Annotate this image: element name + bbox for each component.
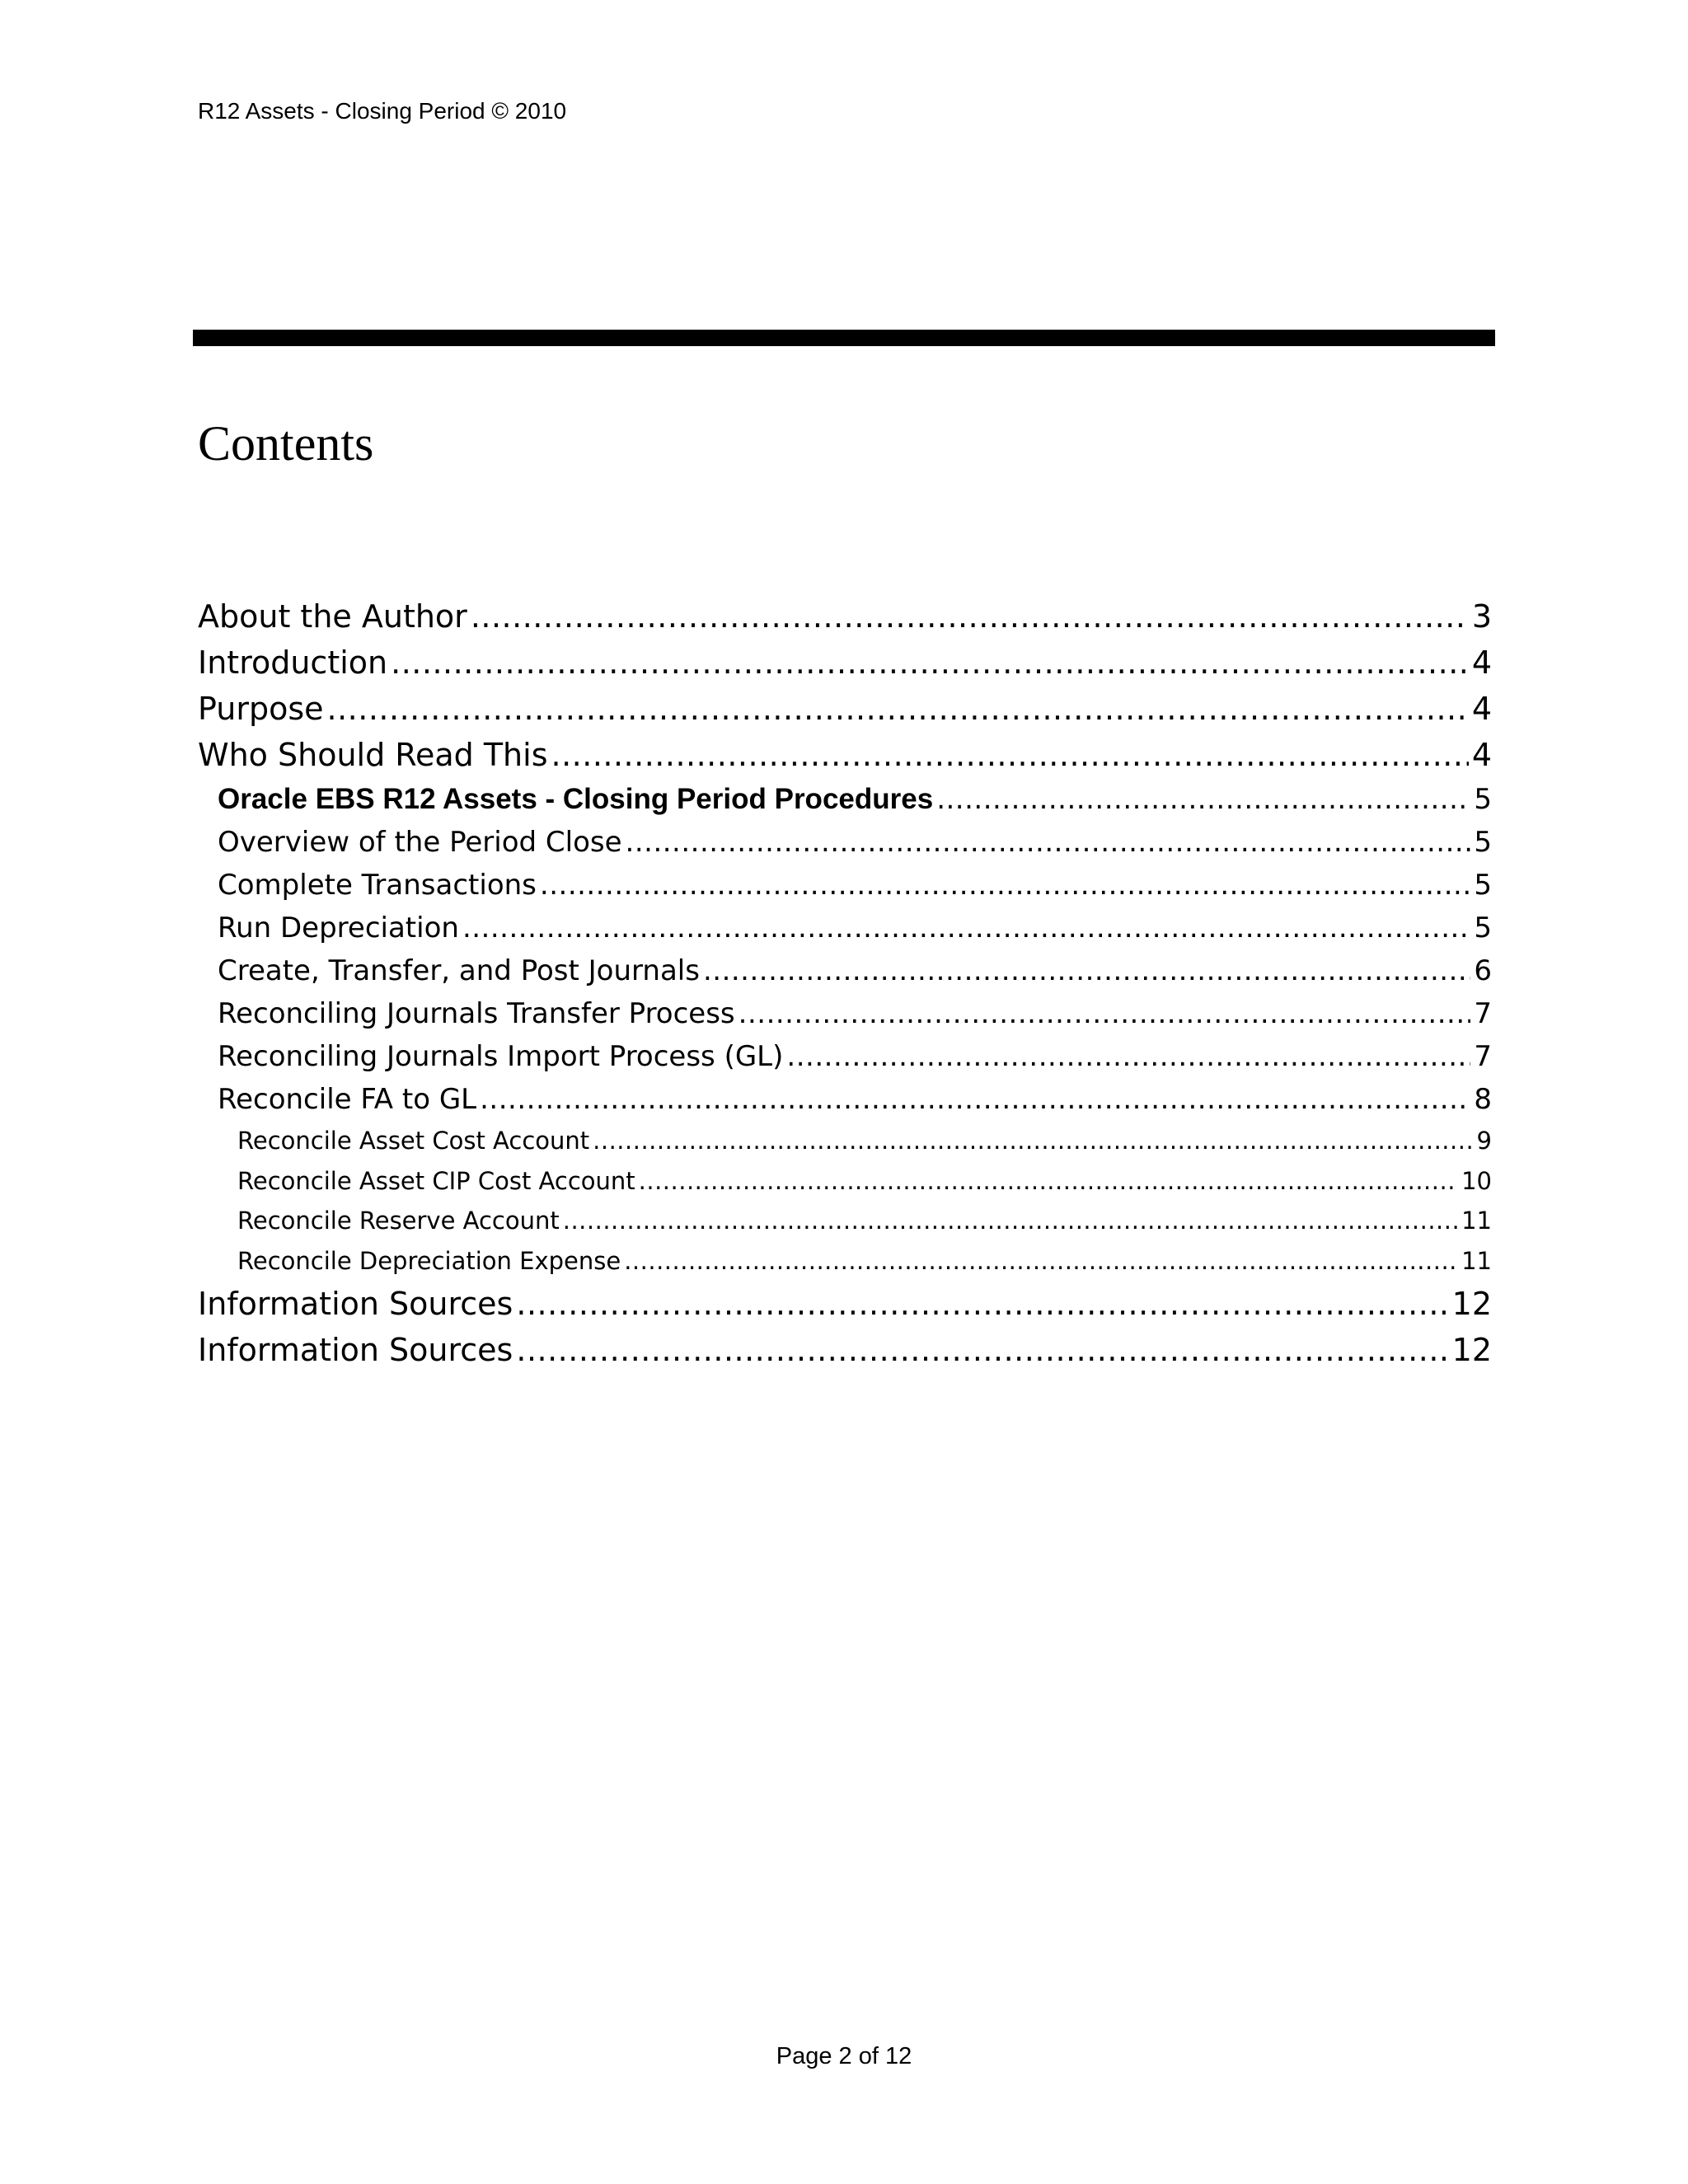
toc-entry-title: Oracle EBS R12 Assets - Closing Period Procedures [218,783,934,815]
toc-entry-page: 5 [1474,912,1492,944]
toc-entry-reconcile-depreciation-expense[interactable] [198,1241,1492,1282]
contents-heading: Contents [198,416,374,471]
toc-entry-title: Overview of the Period Close [218,826,622,859]
toc-entry-create-transfer-post-journals[interactable] [198,949,1492,992]
toc-dot-leader [738,992,1471,1035]
toc-dot-leader [471,593,1469,640]
toc-dot-leader [563,1201,1458,1241]
toc-entry-title: About the Author [198,598,467,635]
toc-entry-title: Information Sources [198,1286,513,1322]
toc-dot-leader [624,1241,1458,1282]
heading-rule [193,330,1495,346]
toc-dot-leader [639,1161,1458,1202]
toc-entry-reconciling-journals-transfer[interactable] [198,992,1492,1035]
toc-entry-page: 12 [1451,1286,1492,1322]
toc-entry-page: 5 [1474,783,1492,816]
toc-entry-about-the-author[interactable] [198,593,1492,640]
toc-dot-leader [936,778,1470,821]
toc-dot-leader [516,1327,1448,1373]
toc-entry-title: Reconciling Journals Transfer Process [218,997,735,1030]
toc-entry-title: Run Depreciation [218,912,459,944]
toc-entry-closing-period-procedures[interactable] [198,778,1492,821]
toc-entry-reconcile-asset-cost-account[interactable] [198,1121,1492,1161]
toc-entry-title: Reconcile Asset CIP Cost Account [237,1166,635,1195]
toc-entry-title: Purpose [198,691,324,727]
toc-dot-leader [516,1281,1448,1327]
toc-entry-reconcile-asset-cip-cost-account[interactable] [198,1161,1492,1202]
toc-entry-page: 5 [1474,826,1492,859]
toc-entry-page: 8 [1474,1083,1492,1116]
toc-entry-page: 3 [1471,598,1492,635]
toc-entry-title: Create, Transfer, and Post Journals [218,954,700,987]
toc-entry-page: 4 [1471,644,1492,681]
toc-entry-reconciling-journals-import[interactable] [198,1035,1492,1078]
toc-entry-title: Reconcile Reserve Account [237,1207,560,1235]
toc-entry-page: 5 [1474,869,1492,902]
toc-entry-complete-transactions[interactable] [198,864,1492,907]
toc-dot-leader [593,1121,1473,1161]
toc-entry-page: 4 [1471,737,1492,773]
toc-dot-leader [462,907,1470,949]
toc-entry-page: 11 [1461,1207,1492,1235]
toc-entry-page: 11 [1461,1246,1492,1275]
toc-entry-page: 10 [1461,1166,1492,1195]
toc-entry-title: Reconcile Asset Cost Account [237,1127,590,1155]
toc-dot-leader [626,821,1471,864]
toc-entry-title: Who Should Read This [198,737,548,773]
toc-dot-leader [540,864,1470,907]
toc-entry-title: Reconcile Depreciation Expense [237,1246,621,1275]
toc-entry-page: 7 [1474,997,1492,1030]
page-number-footer: Page 2 of 12 [776,2043,912,2069]
toc-entry-page: 4 [1471,691,1492,727]
toc-entry-title: Reconciling Journals Import Process (GL) [218,1040,784,1073]
toc-entry-title: Complete Transactions [218,869,537,902]
toc-entry-title: Introduction [198,644,388,681]
toc-entry-page: 12 [1451,1332,1492,1368]
toc-entry-reconcile-reserve-account[interactable] [198,1201,1492,1241]
toc-entry-purpose[interactable] [198,686,1492,732]
toc-entry-information-sources[interactable] [198,1281,1492,1327]
toc-dot-leader [703,949,1470,992]
toc-entry-introduction[interactable] [198,640,1492,686]
toc-entry-run-depreciation[interactable] [198,907,1492,949]
toc-dot-leader [551,732,1469,778]
table-of-contents [198,593,1492,1373]
toc-entry-page: 6 [1474,954,1492,987]
toc-dot-leader [327,686,1469,732]
running-header: R12 Assets - Closing Period © 2010 [198,98,567,124]
toc-dot-leader [480,1078,1470,1121]
toc-entry-title: Information Sources [198,1332,513,1368]
toc-entry-reconcile-fa-to-gl[interactable] [198,1078,1492,1121]
toc-entry-page: 9 [1476,1127,1492,1155]
toc-entry-who-should-read-this[interactable] [198,732,1492,778]
toc-dot-leader [391,640,1469,686]
toc-entry-overview-of-the-period-close[interactable] [198,821,1492,864]
toc-entry-page: 7 [1474,1040,1492,1073]
toc-dot-leader [786,1035,1470,1078]
toc-entry-information-sources-2[interactable] [198,1327,1492,1373]
toc-entry-title: Reconcile FA to GL [218,1083,477,1116]
